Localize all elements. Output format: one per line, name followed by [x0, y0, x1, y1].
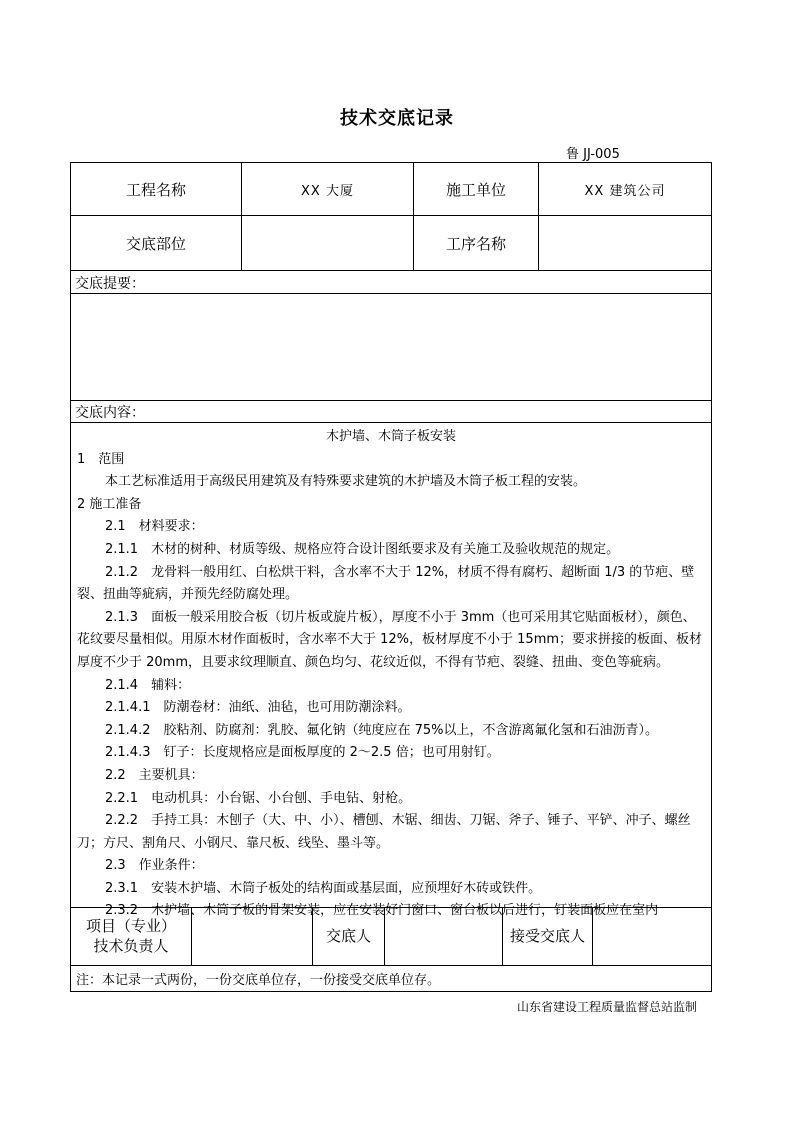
- content-line: 2.3.1 安装木护墙、木筒子板处的结构面或基层面，应预埋好木砖或铁件。: [105, 880, 542, 896]
- contractor-value[interactable]: XX 建筑公司: [584, 183, 666, 199]
- location-value[interactable]: [242, 216, 414, 270]
- summary-label-row: [71, 271, 711, 294]
- summary-body[interactable]: [71, 294, 711, 401]
- content-line: 2.3 作业条件：: [105, 858, 204, 874]
- receiver-label: 接受交底人: [503, 907, 593, 965]
- content-body: [71, 423, 711, 919]
- content-line: 2.2 主要机具：: [105, 767, 204, 783]
- content-line: 2.1.4 辅料：: [105, 677, 191, 693]
- content-label-row: [71, 401, 711, 423]
- content-line: 2 施工准备: [77, 496, 142, 512]
- tech-leader-label: 项目（专业）技术负责人: [71, 907, 192, 965]
- content-subtitle: 木护墙、木筒子板安装: [325, 429, 456, 444]
- supervisor-footer: 山东省建设工程质量监督总站监制: [517, 1000, 698, 1014]
- project-name-label: 工程名称: [71, 163, 242, 215]
- tech-leader-signature[interactable]: [192, 907, 313, 965]
- info-row-location: [71, 216, 711, 271]
- summary-label: 交底提要：: [75, 276, 145, 292]
- content-label: 交底内容：: [75, 405, 145, 421]
- giver-signature[interactable]: [385, 907, 503, 965]
- content-line: 2.2.1 电动机具：小台锯、小台刨、手电钻、射枪。: [105, 790, 412, 806]
- content-line: 2.1.4.2 胶粘剂、防腐剂：乳胶、氟化钠（纯度应在 75%以上，不含游离氟化氢和石油沥青）。: [105, 722, 659, 738]
- form-code: 鲁 JJ-005: [566, 147, 620, 162]
- process-value[interactable]: [539, 216, 711, 270]
- content-line: 2.1 材料要求：: [105, 519, 204, 535]
- signoff-row: [71, 907, 711, 966]
- receiver-signature[interactable]: [593, 907, 711, 965]
- info-row-project: [71, 163, 711, 216]
- content-line: 本工艺标准适用于高级民用建筑及有特殊要求建筑的木护墙及木筒子板工程的安装。: [105, 474, 587, 490]
- project-name-value[interactable]: XX 大厦: [242, 163, 414, 215]
- record-table: [70, 162, 712, 992]
- content-line: 1 范围: [77, 451, 125, 467]
- content-line: 2.3.2 木护墙、木筒子板的骨架安装，应在安装好门窗口、窗台板以后进行，钉装面板应在室内: [105, 903, 659, 919]
- content-line: 2.1.4.3 钉子：长度规格应是面板厚度的 2～2.5 倍；也可用射钉。: [105, 745, 500, 761]
- process-label: 工序名称: [414, 216, 539, 270]
- content-line: 2.2.2 手持工具：木刨子（大、中、小）、槽刨、木锯、细齿、刀锯、斧子、锤子、平铲、冲子、螺丝刀；方尺、割角尺、小钢尺、靠尺板、线坠、墨斗等。: [77, 813, 691, 851]
- giver-label: 交底人: [313, 907, 385, 965]
- content-line: 2.1.4.1 防潮卷材：油纸、油毡，也可用防潮涂料。: [105, 700, 411, 716]
- location-label: 交底部位: [71, 216, 242, 270]
- content-line: 2.1.3 面板一般采用胶合板（切片板或旋片板），厚度不小于 3mm（也可采用其它贴面板材），颜色、花纹要尽量相似。用原木材作面板时，含水率不大于 12%，板材厚度不小于 15mm；要求拼接的板面、板材厚度不少于 20mm，且要求纹理顺直、颜色均匀、花纹近似，不得有节疤、裂缝、扭曲、变色等疵病。: [77, 609, 703, 670]
- content-line: 2.1.1 木材的树种、材质等级、规格应符合设计图纸要求及有关施工及验收规范的规定。: [105, 541, 620, 557]
- content-line: 2.1.2 龙骨料一般用红、白松烘干料，含水率不大于 12%，材质不得有腐朽、超断面 1/3 的节疤、壁裂、扭曲等疵病，并预先经防腐处理。: [77, 564, 695, 603]
- record-note: 注：本记录一式两份，一份交底单位存，一份接受交底单位存。: [76, 973, 441, 988]
- page-title: 技术交底记录: [340, 108, 454, 129]
- contractor-label: 施工单位: [414, 163, 539, 215]
